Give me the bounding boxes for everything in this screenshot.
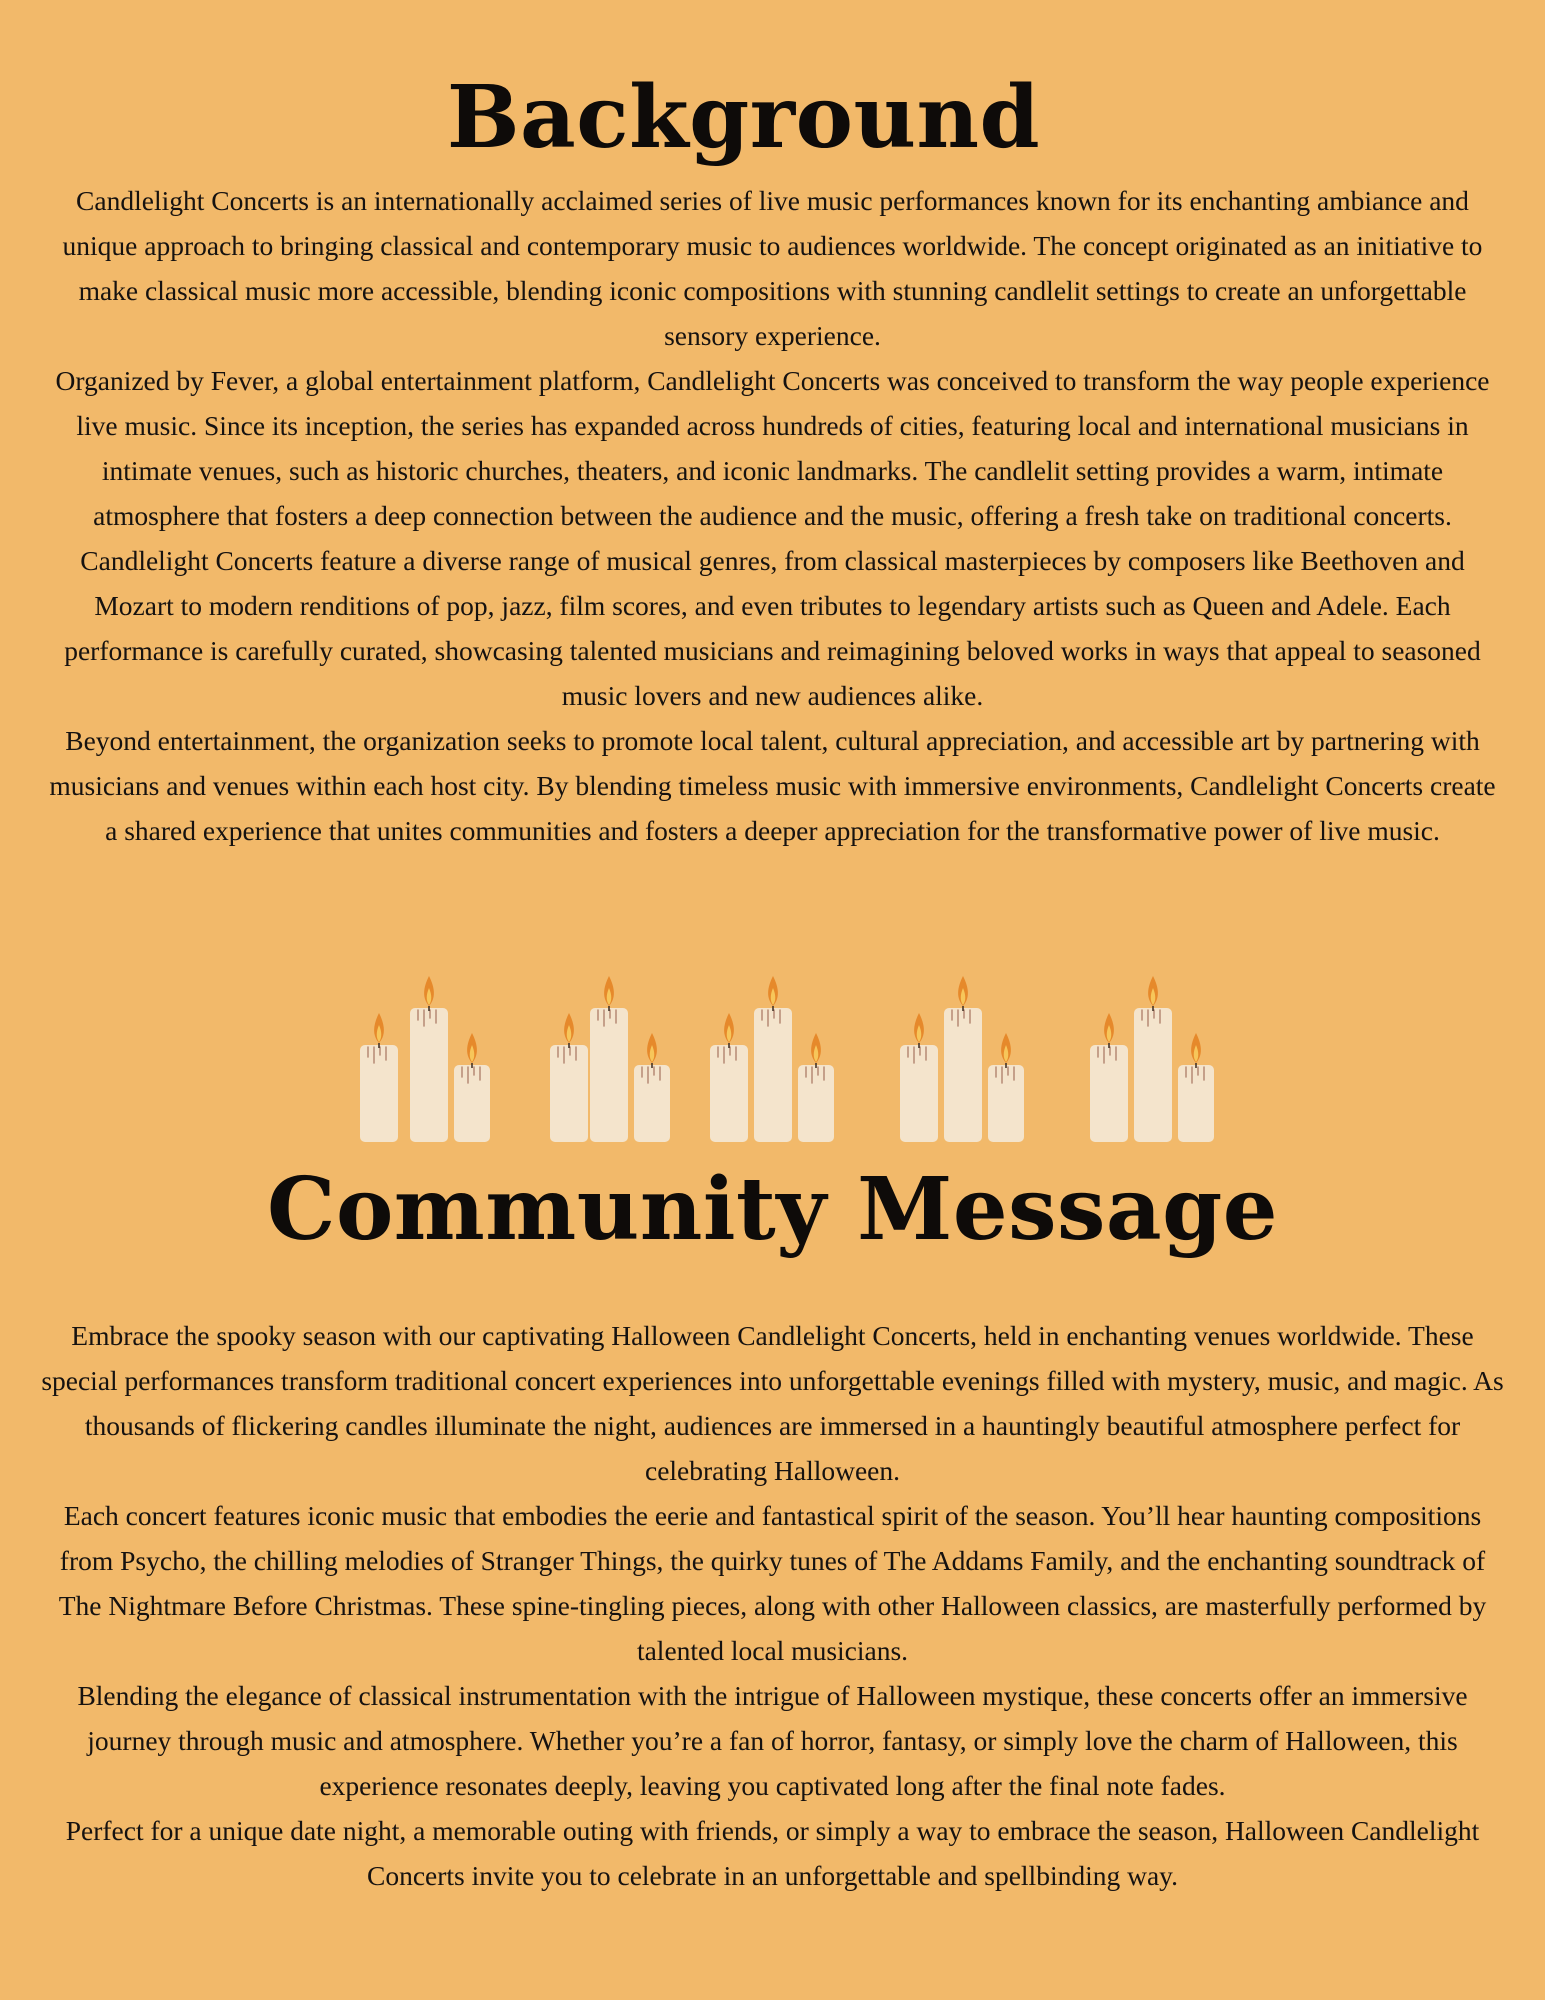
candle-cluster (710, 976, 834, 1142)
background-paragraph: Candlelight Concerts feature a diverse range of musical genres, from classical masterpieces by composers like Beethoven and Mozart to modern renditions of pop, jazz, film scores, and even tributes to legendary artists such as Queen and Adele. Each performance is carefully curated, showcasing talented musicians and reimagining beloved works in ways that appeal to seasoned music lovers and new audiences alike. (64, 545, 1481, 711)
candle-cluster (1090, 976, 1214, 1142)
candle-group-icon (350, 965, 1240, 1145)
background-paragraph: Beyond entertainment, the organization seeks to promote local talent, cultural appreciation, and accessible art by partnering with musicians and venues within each host city. By blending timeless music with immersive environments, Candlelight Concerts create a shared experience that unites communities and fosters a deeper appreciation for the transformative power of live music. (49, 725, 1496, 846)
candle-cluster (360, 976, 490, 1142)
candle-cluster (900, 976, 1024, 1142)
background-heading: Background (446, 67, 1041, 168)
community-paragraph: Perfect for a unique date night, a memorable outing with friends, or simply a way to embrace the season, Halloween Candlelight Concerts invite you to celebrate in an unforgettable and spellbinding way. (65, 1815, 1480, 1891)
community-message-body (40, 1313, 1505, 1898)
background-paragraph: Candlelight Concerts is an internationally acclaimed series of live music performances known for its enchanting ambiance and unique approach to bringing classical and contemporary music to audiences worldwide. The concept originated as an initiative to make classical music more accessible, blending iconic compositions with stunning candlelit settings to create an unforgettable sensory experience. (62, 185, 1483, 351)
background-body (40, 178, 1505, 853)
community-paragraph: Blending the elegance of classical instrumentation with the intrigue of Halloween mystique, these concerts offer an immersive journey through music and atmosphere. Whether you’re a fan of horror, fantasy, or simply love the charm of Halloween, this experience resonates deeply, leaving you captivated long after the final note fades. (77, 1680, 1468, 1801)
candle-cluster (550, 976, 670, 1142)
community-paragraph: Each concert features iconic music that embodies the eerie and fantastical spirit of the season. You’ll hear haunting compositions from Psycho, the chilling melodies of Stranger Things, the quirky tunes of The Addams Family, and the enchanting soundtrack of The Nightmare Before Christmas. These spine-tingling pieces, along with other Halloween classics, are masterfully performed by talented local musicians. (58, 1500, 1487, 1666)
background-paragraph: Organized by Fever, a global entertainment platform, Candlelight Concerts was conceived to transform the way people experience live music. Since its inception, the series has expanded across hundreds of cities, featuring local and international musicians in intimate venues, such as historic churches, theaters, and iconic landmarks. The candlelit setting provides a warm, intimate atmosphere that fosters a deep connection between the audience and the music, offering a fresh take on traditional concerts. (55, 365, 1490, 531)
community-paragraph: Embrace the spooky season with our captivating Halloween Candlelight Concerts, held in enchanting venues worldwide. These special performances transform traditional concert experiences into unforgettable evenings filled with mystery, music, and magic. As thousands of flickering candles illuminate the night, audiences are immersed in a hauntingly beautiful atmosphere perfect for celebrating Halloween. (41, 1320, 1504, 1486)
community-message-heading: Community Message (267, 1159, 1278, 1260)
